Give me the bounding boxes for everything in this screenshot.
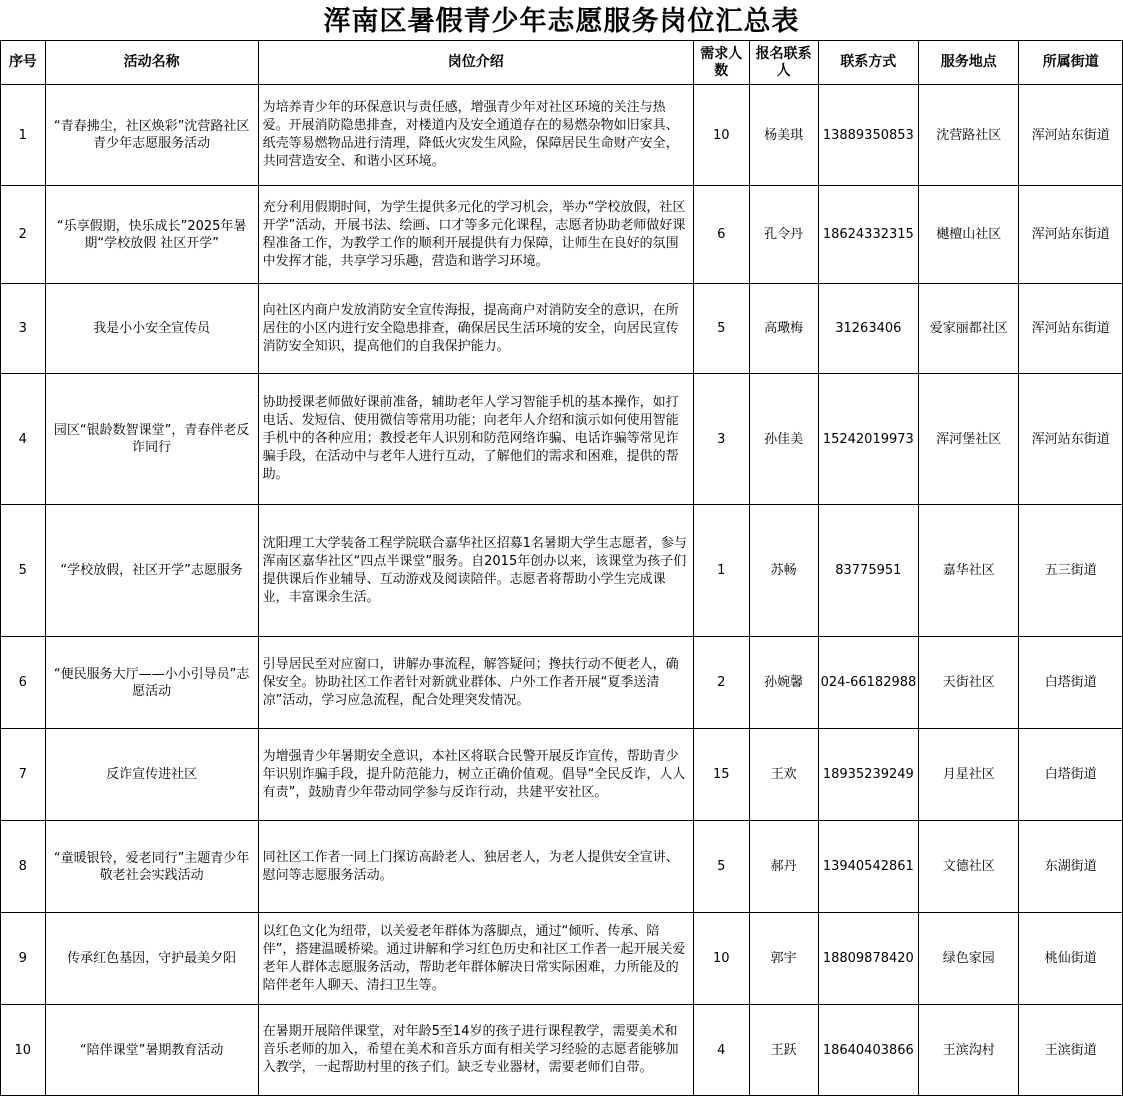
table-row — [1, 374, 1123, 505]
cell-contact: 孔令丹 — [749, 186, 818, 284]
header-demand: 需求人数 — [693, 41, 749, 85]
cell-location: 天街社区 — [919, 637, 1019, 729]
cell-contact: 杨美琪 — [749, 85, 818, 186]
cell-demand: 5 — [693, 284, 749, 374]
cell-activity: “童暖银铃，爱老同行”主题青少年敬老社会实践活动 — [45, 821, 258, 913]
header-phone: 联系方式 — [818, 41, 918, 85]
cell-contact: 孙婉馨 — [749, 637, 818, 729]
table-row — [1, 913, 1123, 1005]
cell-contact: 王跃 — [749, 1005, 818, 1096]
cell-phone: 18640403866 — [818, 1005, 918, 1096]
cell-location: 樾檀山社区 — [919, 186, 1019, 284]
header-contact-person: 报名联系人 — [749, 41, 818, 85]
header-location: 服务地点 — [919, 41, 1019, 85]
volunteer-positions-table — [0, 40, 1123, 1096]
table-row — [1, 821, 1123, 913]
cell-street: 白塔街道 — [1019, 729, 1123, 821]
cell-street: 东湖街道 — [1019, 821, 1123, 913]
cell-demand: 10 — [693, 913, 749, 1005]
cell-activity: “陪伴课堂”暑期教育活动 — [45, 1005, 258, 1096]
cell-location: 绿色家园 — [919, 913, 1019, 1005]
cell-location: 浑河堡社区 — [919, 374, 1019, 505]
cell-no: 3 — [1, 284, 46, 374]
cell-phone: 31263406 — [818, 284, 918, 374]
cell-phone: 18809878420 — [818, 913, 918, 1005]
header-no: 序号 — [1, 41, 46, 85]
cell-activity: “学校放假，社区开学”志愿服务 — [45, 505, 258, 637]
cell-contact: 王欢 — [749, 729, 818, 821]
header-street: 所属街道 — [1019, 41, 1123, 85]
cell-street: 王滨街道 — [1019, 1005, 1123, 1096]
cell-demand: 3 — [693, 374, 749, 505]
cell-contact: 苏畅 — [749, 505, 818, 637]
cell-demand: 2 — [693, 637, 749, 729]
table-row — [1, 505, 1123, 637]
page-title: 浑南区暑假青少年志愿服务岗位汇总表 — [323, 6, 800, 37]
cell-no: 7 — [1, 729, 46, 821]
cell-activity: 园区“银龄数智课堂”，青春伴老反诈同行 — [45, 374, 258, 505]
cell-location: 沈营路社区 — [919, 85, 1019, 186]
cell-location: 王滨沟村 — [919, 1005, 1019, 1096]
cell-location: 月星社区 — [919, 729, 1019, 821]
cell-street: 五三街道 — [1019, 505, 1123, 637]
cell-activity: 我是小小安全宣传员 — [45, 284, 258, 374]
table-row — [1, 186, 1123, 284]
cell-contact: 孙佳美 — [749, 374, 818, 505]
table-row — [1, 729, 1123, 821]
cell-street: 浑河站东街道 — [1019, 85, 1123, 186]
table-row — [1, 1005, 1123, 1096]
cell-phone: 15242019973 — [818, 374, 918, 505]
cell-activity: “青春拂尘，社区焕彩”沈营路社区青少年志愿服务活动 — [45, 85, 258, 186]
cell-activity: “乐享假期，快乐成长”2025年暑期“学校放假 社区开学” — [45, 186, 258, 284]
cell-no: 9 — [1, 913, 46, 1005]
cell-intro: 在暑期开展陪伴课堂，对年龄5至14岁的孩子进行课程教学，需要美术和音乐老师的加入，希望在美术和音乐方面有相关学习经验的志愿者能够加入教学，一起帮助村里的孩子们。缺乏专业器材，需要老师们自带。 — [258, 1005, 693, 1096]
cell-location: 文德社区 — [919, 821, 1019, 913]
table-row — [1, 85, 1123, 186]
cell-phone: 13889350853 — [818, 85, 918, 186]
cell-demand: 4 — [693, 1005, 749, 1096]
header-activity: 活动名称 — [45, 41, 258, 85]
cell-street: 白塔街道 — [1019, 637, 1123, 729]
cell-no: 5 — [1, 505, 46, 637]
cell-activity: “便民服务大厅——小小引导员”志愿活动 — [45, 637, 258, 729]
cell-intro: 协助授课老师做好课前准备，辅助老年人学习智能手机的基本操作，如打电话、发短信、使用微信等常用功能；向老年人介绍和演示如何使用智能手机中的各种应用；教授老年人识别和防范网络诈骗、电话诈骗等常见诈骗手段，在活动中与老年人进行互动，了解他们的需求和困难，提供的帮助。 — [258, 374, 693, 505]
cell-no: 6 — [1, 637, 46, 729]
cell-no: 10 — [1, 1005, 46, 1096]
cell-no: 1 — [1, 85, 46, 186]
cell-contact: 高璥梅 — [749, 284, 818, 374]
cell-no: 2 — [1, 186, 46, 284]
cell-phone: 18624332315 — [818, 186, 918, 284]
cell-intro: 向社区内商户发放消防安全宣传海报，提高商户对消防安全的意识，在所居住的小区内进行安全隐患排查，确保居民生活环境的安全，向居民宣传消防安全知识，提高他们的自我保护能力。 — [258, 284, 693, 374]
cell-no: 4 — [1, 374, 46, 505]
cell-phone: 024-66182988 — [818, 637, 918, 729]
cell-contact: 郭宇 — [749, 913, 818, 1005]
cell-demand: 5 — [693, 821, 749, 913]
cell-intro: 以红色文化为纽带，以关爱老年群体为落脚点，通过“倾听、传承、陪伴”，搭建温暖桥梁。通过讲解和学习红色历史和社区工作者一起开展关爱老年人群体志愿服务活动，帮助老年群体解决日常实际困难，力所能及的陪伴老年人聊天、清扫卫生等。 — [258, 913, 693, 1005]
cell-street: 桃仙街道 — [1019, 913, 1123, 1005]
cell-no: 8 — [1, 821, 46, 913]
cell-street: 浑河站东街道 — [1019, 284, 1123, 374]
cell-activity: 传承红色基因，守护最美夕阳 — [45, 913, 258, 1005]
cell-contact: 郝丹 — [749, 821, 818, 913]
cell-location: 爱家丽都社区 — [919, 284, 1019, 374]
cell-intro: 同社区工作者一同上门探访高龄老人、独居老人，为老人提供安全宣讲、慰问等志愿服务活动。 — [258, 821, 693, 913]
cell-intro: 充分利用假期时间，为学生提供多元化的学习机会，举办“学校放假，社区开学”活动，开展书法、绘画、口才等多元化课程，志愿者协助老师做好课程准备工作，为教学工作的顺利开展提供有力保障，让师生在良好的氛围中发挥才能，共享学习乐趣，营造和谐学习环境。 — [258, 186, 693, 284]
cell-intro: 引导居民至对应窗口，讲解办事流程，解答疑问；搀扶行动不便老人，确保安全。协助社区工作者针对新就业群体、户外工作者开展“夏季送清凉”活动，学习应急流程，配合处理突发情况。 — [258, 637, 693, 729]
cell-intro: 沈阳理工大学装备工程学院联合嘉华社区招募1名暑期大学生志愿者，参与浑南区嘉华社区“四点半课堂”服务。自2015年创办以来，该课堂为孩子们提供课后作业辅导、互动游戏及阅读陪伴。志愿者将帮助小学生完成课业，丰富课余生活。 — [258, 505, 693, 637]
cell-intro: 为增强青少年暑期安全意识，本社区将联合民警开展反诈宣传，帮助青少年识别诈骗手段，提升防范能力，树立正确价值观。倡导“全民反诈，人人有责”，鼓励青少年带动同学参与反诈行动，共建平安社区。 — [258, 729, 693, 821]
cell-demand: 6 — [693, 186, 749, 284]
cell-activity: 反诈宣传进社区 — [45, 729, 258, 821]
header-intro: 岗位介绍 — [258, 41, 693, 85]
cell-demand: 15 — [693, 729, 749, 821]
table-row — [1, 284, 1123, 374]
cell-intro: 为培养青少年的环保意识与责任感，增强青少年对社区环境的关注与热爱。开展消防隐患排查，对楼道内及安全通道存在的易燃杂物如旧家具、纸壳等易燃物品进行清理，降低火灾发生风险，保障居民生命财产安全，共同营造安全、和谐小区环境。 — [258, 85, 693, 186]
cell-phone: 83775951 — [818, 505, 918, 637]
cell-street: 浑河站东街道 — [1019, 374, 1123, 505]
cell-location: 嘉华社区 — [919, 505, 1019, 637]
table-row — [1, 637, 1123, 729]
cell-demand: 10 — [693, 85, 749, 186]
cell-phone: 13940542861 — [818, 821, 918, 913]
cell-phone: 18935239249 — [818, 729, 918, 821]
cell-demand: 1 — [693, 505, 749, 637]
cell-street: 浑河站东街道 — [1019, 186, 1123, 284]
header-row — [1, 41, 1123, 85]
